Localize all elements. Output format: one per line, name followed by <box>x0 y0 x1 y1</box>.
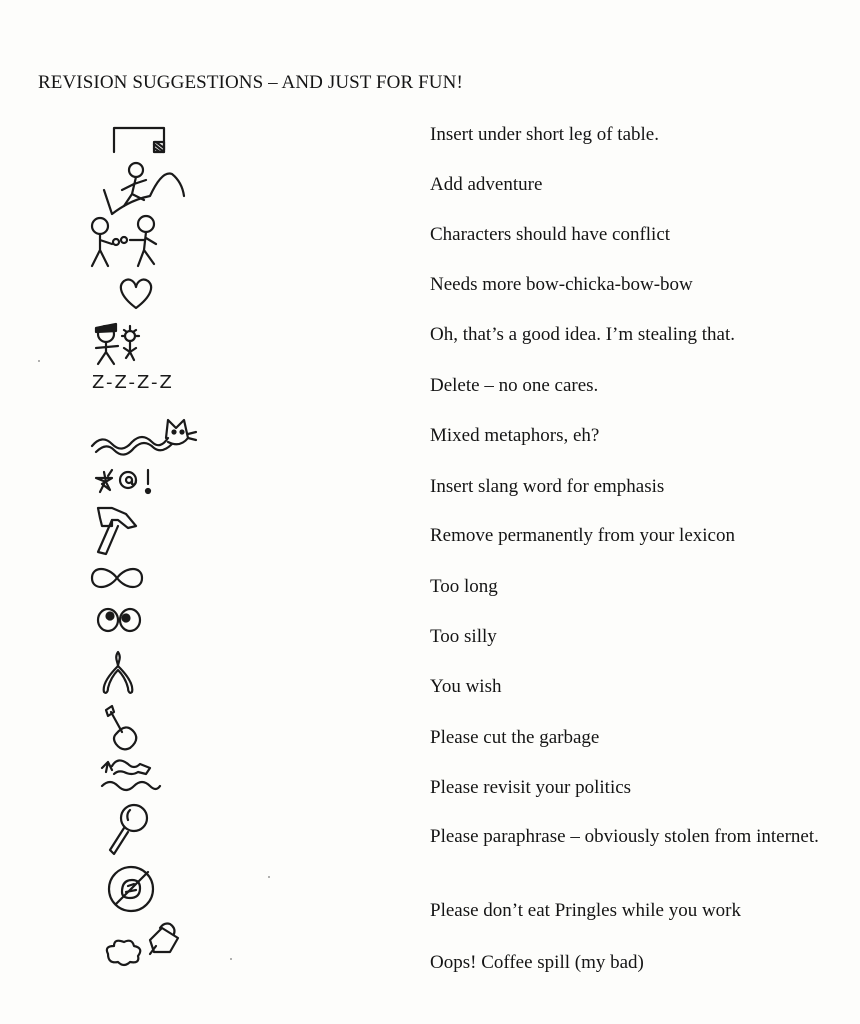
list-item: You wish <box>430 676 502 697</box>
list-item: Please don’t eat Pringles while you work <box>430 900 741 921</box>
snake-cat-icon <box>88 408 198 458</box>
list-item: Too long <box>430 576 498 597</box>
scan-speck <box>38 360 40 362</box>
coffee-spill-icon <box>102 920 192 970</box>
list-item: Too silly <box>430 626 497 647</box>
magnifying-glass-icon <box>104 800 154 856</box>
googly-eyes-icon <box>94 604 146 634</box>
list-item: Needs more bow-chicka-bow-bow <box>430 274 693 295</box>
axe-icon <box>92 504 144 556</box>
politics-squiggle-icon <box>98 754 164 794</box>
zzz-icon: Z-Z-Z-Z <box>92 372 174 393</box>
list-item: Insert under short leg of table. <box>430 124 659 145</box>
expletive-symbols-icon <box>92 466 158 498</box>
page-title: REVISION SUGGESTIONS – AND JUST FOR FUN! <box>38 72 463 93</box>
table-leg-icon <box>108 122 170 156</box>
list-item: Remove permanently from your lexicon <box>430 525 735 546</box>
shovel-icon <box>100 704 146 754</box>
list-item: Oh, that’s a good idea. I’m stealing that. <box>430 324 735 345</box>
scan-speck <box>268 876 270 878</box>
scan-speck <box>230 958 232 960</box>
list-item: Please revisit your politics <box>430 777 632 798</box>
climber-icon <box>100 160 190 216</box>
list-item: Add adventure <box>430 174 543 195</box>
list-item: Please cut the garbage <box>430 727 600 748</box>
wishbone-icon <box>96 648 140 696</box>
list-item: Mixed metaphors, eh? <box>430 425 600 446</box>
fighting-figures-icon <box>84 214 174 272</box>
list-item: Characters should have conflict <box>430 224 671 245</box>
infinity-icon <box>86 564 148 592</box>
bandit-icon <box>92 318 152 366</box>
list-item: Delete – no one cares. <box>430 375 599 396</box>
list-item: Please paraphrase – obviously stolen from internet. <box>430 826 819 847</box>
heart-icon <box>116 276 156 312</box>
list-item: Insert slang word for emphasis <box>430 476 665 497</box>
no-pringles-icon <box>104 862 158 916</box>
list-item: Oops! Coffee spill (my bad) <box>430 952 644 973</box>
